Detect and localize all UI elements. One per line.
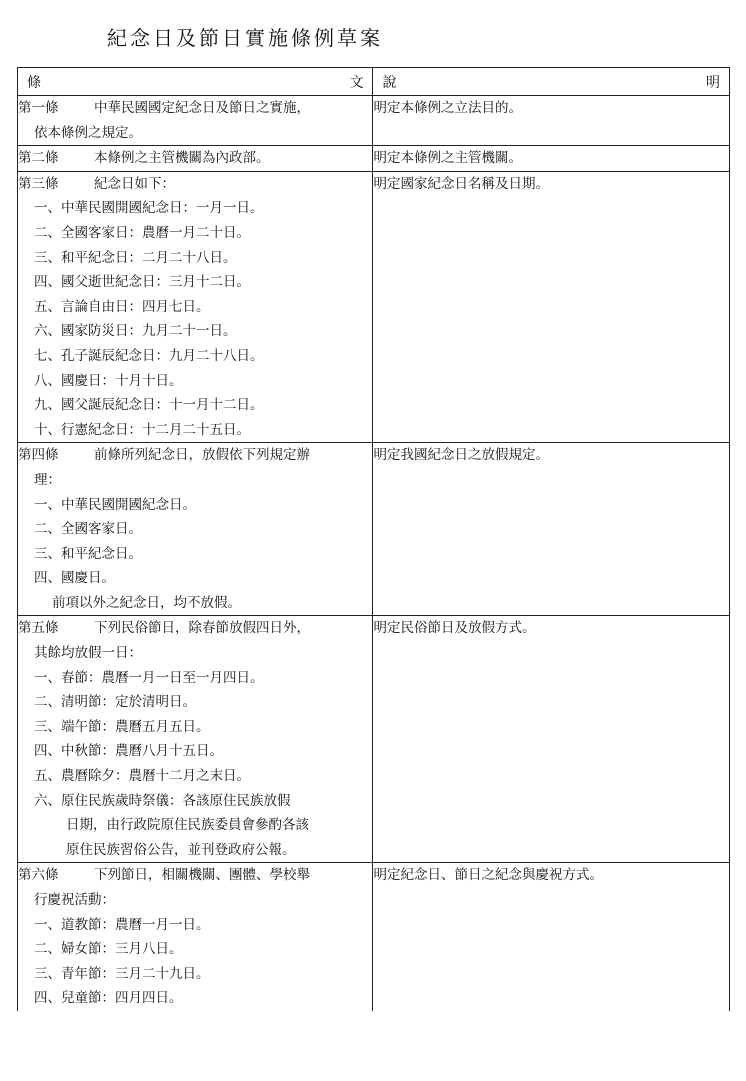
header-row (18, 68, 730, 96)
law-table (17, 67, 730, 1011)
article-number: 第四條 (18, 447, 59, 464)
table-row (18, 863, 730, 1011)
list-item: 二、全國客家日：農曆一月二十日。 (34, 224, 250, 241)
article-column-header (18, 68, 373, 96)
table-row (18, 616, 730, 863)
article-line (18, 96, 372, 121)
article-line (18, 443, 372, 468)
list-item: 二、婦女節：三月八日。 (34, 941, 183, 958)
list-item: 一、中華民國開國紀念日：一月一日。 (34, 200, 264, 217)
list-item: 五、言論自由日：四月七日。 (34, 298, 210, 315)
article-line (18, 146, 372, 171)
list-item: 三、和平紀念日。 (34, 545, 142, 562)
list-item: 三、端午節：農曆五月五日。 (34, 718, 210, 735)
table-row (18, 146, 730, 172)
list-item: 一、道教節：農曆一月一日。 (34, 916, 210, 933)
list-item: 三、青年節：三月二十九日。 (34, 965, 210, 982)
note-cell (373, 171, 730, 443)
note-cell (373, 443, 730, 616)
note-text: 明定本條例之立法目的。 (373, 100, 522, 116)
article-line (18, 172, 372, 197)
note-text: 明定紀念日、節日之紀念與慶祝方式。 (373, 867, 603, 884)
article-text: 紀念日如下： (94, 175, 175, 192)
document-title: 紀念日及節日實施條例草案 (107, 26, 383, 50)
list-item: 六、國家防災日：九月二十一日。 (34, 323, 237, 340)
note-text: 明定國家紀念日名稱及日期。 (373, 175, 549, 192)
article-number: 第五條 (18, 620, 59, 637)
article-line: 前項以外之紀念日，均不放假。 (52, 594, 241, 611)
list-item: 一、中華民國開國紀念日。 (34, 496, 196, 513)
article-number: 第六條 (18, 867, 59, 884)
list-item: 四、國慶日。 (34, 570, 115, 587)
article-line: 理： (34, 471, 61, 488)
note-header-left: 說 (382, 75, 397, 91)
article-text: 中華民國國定紀念日及節日之實施， (94, 100, 310, 116)
note-header-right: 明 (706, 75, 720, 91)
article-text: 下列民俗節日，除春節放假四日外， (94, 620, 310, 637)
article-number: 第三條 (18, 175, 59, 192)
note-text: 明定我國紀念日之放假規定。 (373, 447, 549, 464)
list-item: 八、國慶日：十月十日。 (34, 372, 183, 389)
list-item-continuation: 日期，由行政院原住民族委員會參酌各該 (66, 817, 309, 834)
list-item: 四、中秋節：農曆八月十五日。 (34, 743, 223, 760)
note-cell (373, 863, 730, 1011)
article-cell (18, 171, 373, 443)
list-item: 六、原住民族歲時祭儀：各該原住民族放假 (34, 792, 291, 809)
article-text: 本條例之主管機關為內政部。 (94, 150, 270, 167)
note-cell (373, 96, 730, 146)
list-item: 五、農曆除夕：農曆十二月之末日。 (34, 768, 250, 785)
list-item-continuation: 原住民族習俗公告，並刊登政府公報。 (66, 841, 296, 858)
note-cell (373, 616, 730, 863)
table-row (18, 443, 730, 616)
article-cell (18, 616, 373, 863)
article-line: 行慶祝活動： (34, 892, 115, 908)
article-line (18, 863, 372, 888)
list-item: 十、行憲紀念日：十二月二十五日。 (34, 421, 250, 438)
table-row (18, 96, 730, 146)
article-header-left: 條 (27, 75, 41, 91)
article-text: 下列節日，相關機關、團體、學校舉 (94, 867, 310, 884)
article-number: 第二條 (18, 150, 59, 167)
note-text: 明定本條例之主管機關。 (373, 150, 522, 167)
list-item: 二、清明節：定於清明日。 (34, 694, 196, 711)
list-item: 四、兒童節：四月四日。 (34, 990, 183, 1007)
list-item: 一、春節：農曆一月一日至一月四日。 (34, 669, 264, 686)
list-item: 二、全國客家日。 (34, 521, 142, 538)
note-column-header (373, 68, 730, 96)
article-line (18, 616, 372, 641)
article-number: 第一條 (18, 100, 59, 116)
note-cell (373, 146, 730, 172)
list-item: 四、國父逝世紀念日：三月十二日。 (34, 274, 250, 291)
article-cell (18, 443, 373, 616)
article-line: 依本條例之規定。 (34, 124, 142, 141)
article-text: 前條所列紀念日，放假依下列規定辦 (94, 447, 310, 464)
article-cell (18, 96, 373, 146)
table-row (18, 171, 730, 443)
article-cell (18, 146, 373, 172)
list-item: 三、和平紀念日：二月二十八日。 (34, 249, 237, 266)
article-header-right: 文 (349, 75, 364, 91)
note-text: 明定民俗節日及放假方式。 (373, 620, 536, 637)
list-item: 九、國父誕辰紀念日：十一月十二日。 (34, 397, 264, 414)
list-item: 七、孔子誕辰紀念日：九月二十八日。 (34, 347, 264, 364)
article-cell (18, 863, 373, 1011)
article-line: 其餘均放假一日： (34, 645, 142, 662)
